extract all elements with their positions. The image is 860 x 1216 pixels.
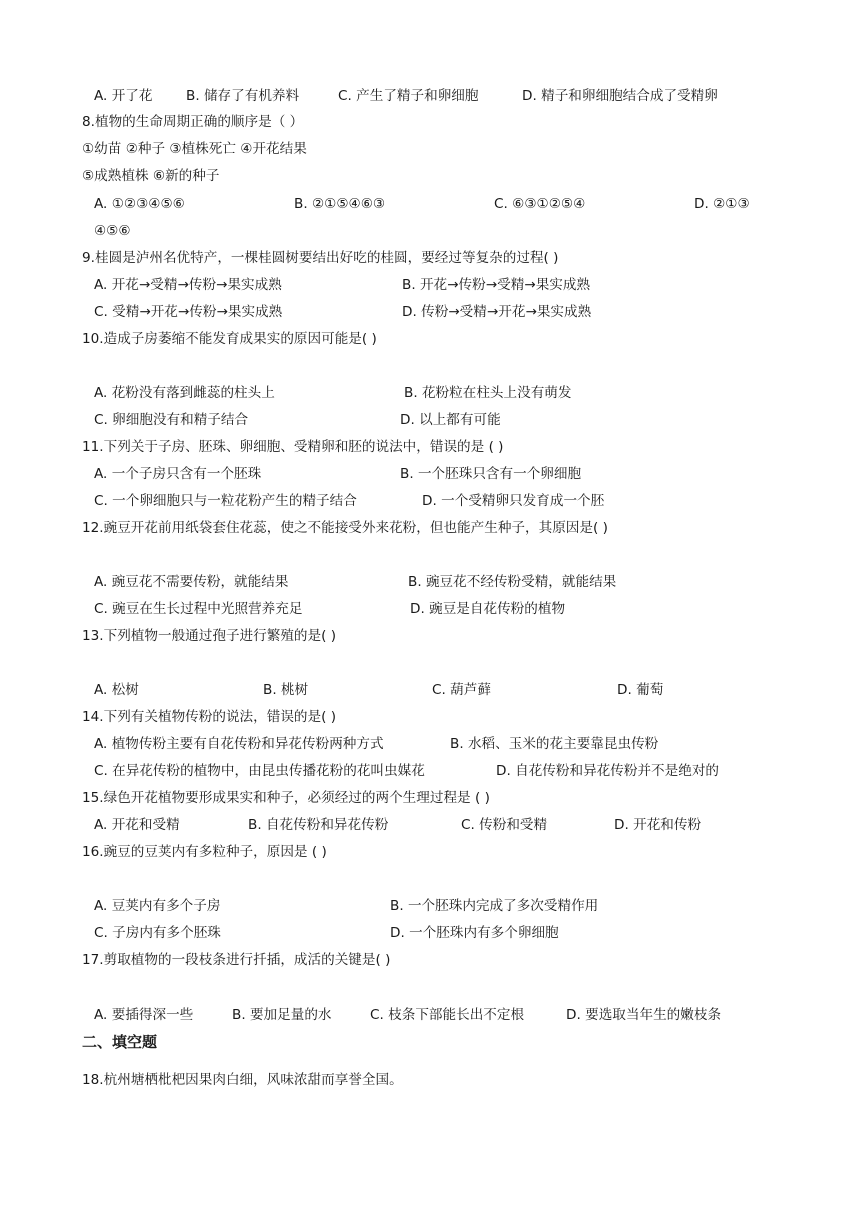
q15-option-c: C. 传粉和受精 bbox=[461, 817, 548, 833]
q13-option-b: B. 桃树 bbox=[263, 682, 309, 698]
q7-option-a: A. 开了花 bbox=[94, 88, 153, 104]
q9-stem: 9.桂圆是泸州名优特产，一棵桂圆树要结出好吃的桂圆，要经过等复杂的过程( ) bbox=[82, 250, 559, 266]
q11-option-c: C. 一个卵细胞只与一粒花粉产生的精子结合 bbox=[94, 493, 357, 509]
q13-option-c: C. 葫芦藓 bbox=[432, 682, 491, 698]
q13-option-d: D. 葡萄 bbox=[617, 682, 664, 698]
q16-option-d: D. 一个胚珠内有多个卵细胞 bbox=[390, 925, 559, 941]
q14-option-b: B. 水稻、玉米的花主要靠昆虫传粉 bbox=[450, 736, 659, 752]
q14-stem: 14.下列有关植物传粉的说法，错误的是( ) bbox=[82, 709, 337, 725]
q18-stem: 18.杭州塘栖枇杷因果肉白细，风味浓甜而享誉全国。 bbox=[82, 1072, 403, 1088]
q17-option-d: D. 要选取当年生的嫩枝条 bbox=[566, 1007, 722, 1023]
q12-option-a: A. 豌豆花不需要传粉，就能结果 bbox=[94, 574, 289, 590]
q8-items-line1: ①幼苗 ②种子 ③植株死亡 ④开花结果 bbox=[82, 141, 307, 157]
q10-option-c: C. 卵细胞没有和精子结合 bbox=[94, 412, 249, 428]
q8-option-d-cont: ④⑤⑥ bbox=[94, 223, 131, 239]
q16-option-a: A. 豆荚内有多个子房 bbox=[94, 898, 221, 914]
q13-stem: 13.下列植物一般通过孢子进行繁殖的是( ) bbox=[82, 628, 337, 644]
q7-option-c: C. 产生了精子和卵细胞 bbox=[338, 88, 479, 104]
q8-option-a: A. ①②③④⑤⑥ bbox=[94, 196, 185, 212]
q9-option-d: D. 传粉→受精→开花→果实成熟 bbox=[402, 304, 592, 320]
q8-stem: 8.植物的生命周期正确的顺序是（ ） bbox=[82, 114, 304, 130]
q17-option-c: C. 枝条下部能长出不定根 bbox=[370, 1007, 525, 1023]
q17-option-a: A. 要插得深一些 bbox=[94, 1007, 194, 1023]
q12-option-b: B. 豌豆花不经传粉受精，就能结果 bbox=[408, 574, 617, 590]
q8-items-line2: ⑤成熟植株 ⑥新的种子 bbox=[82, 168, 220, 184]
q15-option-a: A. 开花和受精 bbox=[94, 817, 180, 833]
q10-option-d: D. 以上都有可能 bbox=[400, 412, 501, 428]
q16-option-c: C. 子房内有多个胚珠 bbox=[94, 925, 221, 941]
q15-option-b: B. 自花传粉和异花传粉 bbox=[248, 817, 389, 833]
q10-option-b: B. 花粉粒在柱头上没有萌发 bbox=[404, 385, 572, 401]
section-2-heading: 二、填空题 bbox=[82, 1033, 158, 1051]
q9-option-a: A. 开花→受精→传粉→果实成熟 bbox=[94, 277, 282, 293]
q7-option-d: D. 精子和卵细胞结合成了受精卵 bbox=[522, 88, 718, 104]
q15-option-d: D. 开花和传粉 bbox=[614, 817, 702, 833]
q11-stem: 11.下列关于子房、胚珠、卵细胞、受精卵和胚的说法中，错误的是 ( ) bbox=[82, 439, 504, 455]
q14-option-a: A. 植物传粉主要有自花传粉和异花传粉两种方式 bbox=[94, 736, 384, 752]
q11-option-b: B. 一个胚珠只含有一个卵细胞 bbox=[400, 466, 582, 482]
q12-stem: 12.豌豆开花前用纸袋套住花蕊，使之不能接受外来花粉，但也能产生种子，其原因是( ) bbox=[82, 520, 608, 536]
q12-option-c: C. 豌豆在生长过程中光照营养充足 bbox=[94, 601, 303, 617]
q16-stem: 16.豌豆的豆荚内有多粒种子，原因是 ( ) bbox=[82, 844, 327, 860]
q14-option-d: D. 自花传粉和异花传粉并不是绝对的 bbox=[496, 763, 720, 779]
q11-option-d: D. 一个受精卵只发育成一个胚 bbox=[422, 493, 605, 509]
q16-option-b: B. 一个胚珠内完成了多次受精作用 bbox=[390, 898, 599, 914]
q17-option-b: B. 要加足量的水 bbox=[232, 1007, 332, 1023]
q9-option-b: B. 开花→传粉→受精→果实成熟 bbox=[402, 277, 591, 293]
q9-option-c: C. 受精→开花→传粉→果实成熟 bbox=[94, 304, 283, 320]
q11-option-a: A. 一个子房只含有一个胚珠 bbox=[94, 466, 262, 482]
q12-option-d: D. 豌豆是自花传粉的植物 bbox=[410, 601, 566, 617]
q8-option-d: D. ②①③ bbox=[694, 196, 750, 212]
q10-option-a: A. 花粉没有落到雌蕊的柱头上 bbox=[94, 385, 275, 401]
q14-option-c: C. 在异花传粉的植物中，由昆虫传播花粉的花叫虫媒花 bbox=[94, 763, 425, 779]
q8-option-c: C. ⑥③①②⑤④ bbox=[494, 196, 586, 212]
q15-stem: 15.绿色开花植物要形成果实和种子，必须经过的两个生理过程是 ( ) bbox=[82, 790, 490, 806]
q7-option-b: B. 储存了有机养料 bbox=[186, 88, 300, 104]
q17-stem: 17.剪取植物的一段枝条进行扦插，成活的关键是( ) bbox=[82, 952, 391, 968]
q8-option-b: B. ②①⑤④⑥③ bbox=[294, 196, 386, 212]
q10-stem: 10.造成子房萎缩不能发育成果实的原因可能是( ) bbox=[82, 331, 377, 347]
q13-option-a: A. 松树 bbox=[94, 682, 139, 698]
